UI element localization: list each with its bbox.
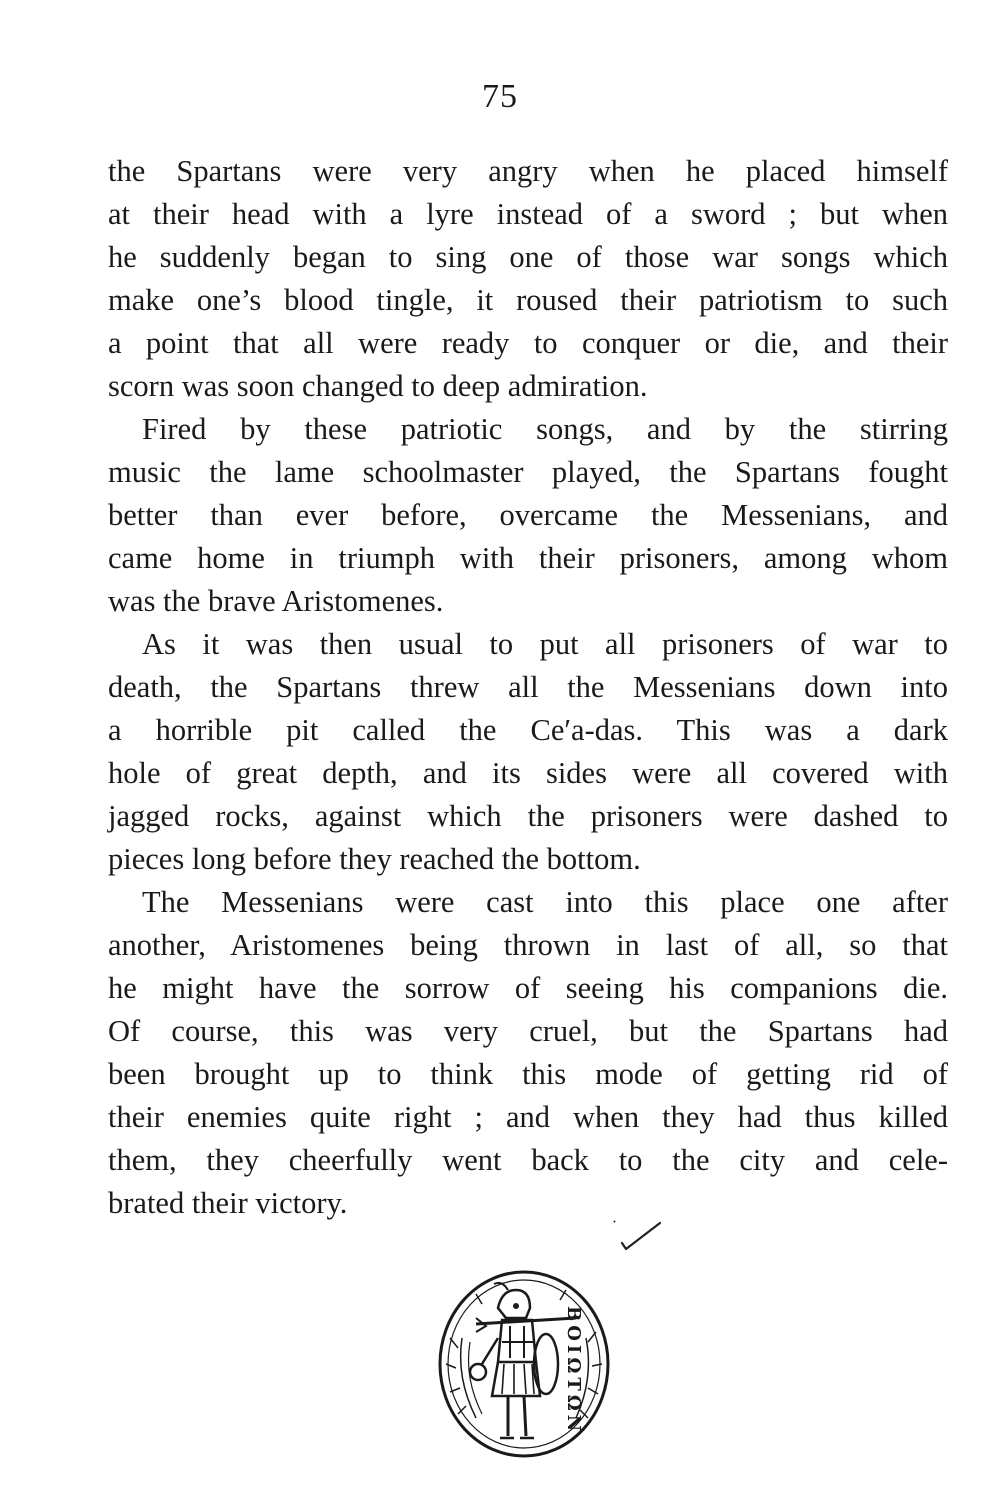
text-line: at their head with a lyre instead of a sword ; but when <box>108 197 948 231</box>
text-line: was the brave Aristomenes. <box>108 584 444 618</box>
text-line: scorn was soon changed to deep admiration. <box>108 369 648 403</box>
text-line: came home in triumph with their prisoners, among whom <box>108 541 948 575</box>
text-line: As it was then usual to put all prisoners of war to <box>142 627 948 661</box>
text-line: death, the Spartans threw all the Messenians down into <box>108 670 948 704</box>
paragraph-3 <box>108 623 948 881</box>
text-line: The Messenians were cast into this place one after <box>142 885 948 919</box>
text-line: he suddenly began to sing one of those war songs which <box>108 240 948 274</box>
paragraph-1 <box>108 150 948 408</box>
text-line: the Spartans were very angry when he placed himself <box>108 154 948 188</box>
paragraph-2 <box>108 408 948 623</box>
text-line: music the lame schoolmaster played, the Spartans fought <box>108 455 948 489</box>
text-line: jagged rocks, against which the prisoners were dashed to <box>108 799 948 833</box>
text-line: another, Aristomenes being thrown in last of all, so that <box>108 928 948 962</box>
ancient-coin-warrior-icon <box>436 1268 612 1465</box>
text-line: been brought up to think this mode of getting rid of <box>108 1057 948 1091</box>
text-line: better than ever before, overcame the Messenians, and <box>108 498 948 532</box>
paragraph-4 <box>108 881 948 1225</box>
text-line: pieces long before they reached the bottom. <box>108 842 641 876</box>
text-line: a horrible pit called the Ce′a-das. This was a dark <box>108 713 948 747</box>
text-line: hole of great depth, and its sides were all covered with <box>108 756 948 790</box>
text-line: make one’s blood tingle, it roused their patriotism to such <box>108 283 948 317</box>
check-mark-icon <box>610 1215 670 1260</box>
page-number: 75 <box>482 78 518 115</box>
text-line: he might have the sorrow of seeing his companions die. <box>108 971 948 1005</box>
text-line: their enemies quite right ; and when they had thus killed <box>108 1100 948 1134</box>
text-line: Of course, this was very cruel, but the Spartans had <box>108 1014 948 1048</box>
text-line: brated their victory. <box>108 1186 348 1220</box>
text-line: Fired by these patriotic songs, and by the stirring <box>142 412 948 446</box>
text-line: them, they cheerfully went back to the city and cele- <box>108 1143 948 1177</box>
body-text <box>108 150 948 1225</box>
coin-legend: ΒΟΙΩΤΩΝ <box>563 1306 584 1436</box>
text-line: a point that all were ready to conquer or die, and their <box>108 326 948 360</box>
